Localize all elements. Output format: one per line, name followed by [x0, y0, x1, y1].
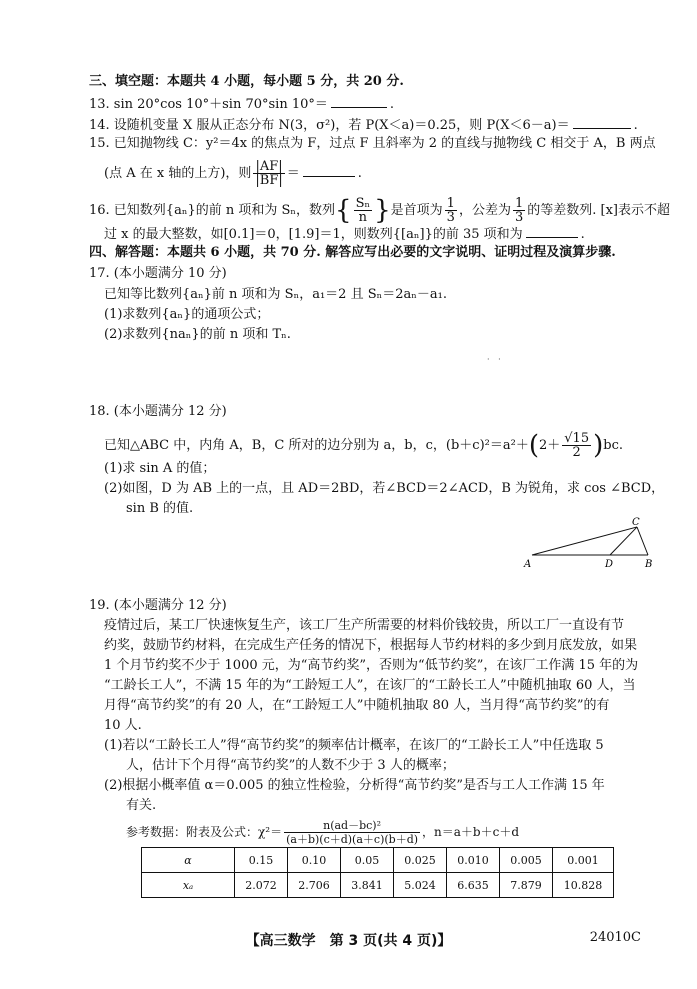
table-row	[142, 848, 614, 873]
page-footer: 【高三数学 第 3 页(共 4 页)】	[245, 933, 452, 949]
q16-mid2: ，公差为	[458, 203, 511, 218]
right-brace: }	[374, 195, 391, 226]
table-cell: 10.828	[553, 873, 614, 898]
q19-sub1-line2: 人，估计下个月得“高节约奖”的人数不少于 3 人的概率；	[126, 758, 455, 773]
fraction-numerator: 1	[446, 196, 455, 211]
q19-para-line1: 疫情过后，某工厂快速恢复生产，该工厂生产所需要的材料价钱较贵，所以工厂一直设有节	[104, 618, 625, 633]
table-cell: 7.879	[500, 873, 553, 898]
q19-sub1-line1: (1)若以“工龄长工人”得“高节约奖”的频率估计概率，在该厂的“工龄长工人”中任选取 5	[104, 738, 604, 753]
q19-sub2-line1: (2)根据小概率值 α＝0.005 的独立性检验，分析得“高节约奖”是否与工人工作满 15 年	[104, 778, 605, 793]
question-13	[89, 95, 394, 113]
critical-value-table	[141, 847, 614, 898]
fraction-numerator: √15	[564, 431, 590, 446]
q14-text: 14. 设随机变量 X 服从正态分布 N(3，σ²)，若 P(X＜a)＝0.25，则 P(X＜6－a)＝	[89, 118, 570, 133]
fraction-numerator: |AF|	[253, 160, 284, 174]
fraction-denominator: n	[358, 210, 368, 225]
table-cell: 0.15	[235, 848, 288, 873]
table-cell: α	[142, 848, 235, 873]
q18-line4: sin B 的值.	[126, 501, 194, 516]
q18-line1-post: bc.	[603, 438, 623, 453]
sn-over-n-fraction	[354, 197, 373, 224]
fraction-numerator: n(ad－bc)²	[284, 819, 420, 833]
q13-tail: .	[389, 97, 395, 112]
q19-reference	[126, 819, 519, 846]
table-cell: 3.841	[341, 873, 394, 898]
label-c: C	[632, 517, 640, 528]
q19-para-line3: 1 个月节约奖不少于 1000 元，为“高节约奖”，否则为“低节约奖”，在该厂工作满 15 年的为	[104, 658, 639, 673]
section4-heading: 四、解答题：本题共 6 小题，共 70 分. 解答应写出必要的文字说明、证明过程及演算步骤.	[89, 245, 616, 260]
label-b: B	[645, 559, 653, 570]
q16-line2: 过 x 的最大整数，如[0.1]＝0，[1.9]＝1，则数列{[aₙ]}的前 35 项和为	[104, 227, 523, 242]
left-brace: {	[335, 195, 352, 226]
table-cell: xₐ	[142, 873, 235, 898]
table-cell: 0.10	[288, 848, 341, 873]
q19-para-line6: 10 人.	[104, 718, 142, 733]
table-cell: 0.010	[447, 848, 500, 873]
q16-tail: .	[580, 227, 585, 242]
fraction-denominator: |BF|	[255, 173, 283, 188]
segment-ac	[532, 527, 637, 555]
table-cell: 0.05	[341, 848, 394, 873]
q18-line1-pre: 已知△ABC 中，内角 A，B，C 所对的边分别为 a，b，c，(b＋c)²＝a²＋	[104, 438, 529, 453]
table-row	[142, 873, 614, 898]
answer-blank	[573, 116, 631, 129]
sqrt15-over-2-fraction	[562, 432, 591, 459]
fraction-denominator: 3	[514, 210, 524, 225]
q13-text: 13. sin 20°cos 10°＋sin 70°sin 10°＝	[89, 97, 328, 112]
q17-line2: (1)求数列{aₙ}的通项公式；	[104, 307, 270, 322]
table-cell: 5.024	[394, 873, 447, 898]
q19-para-line4: “工龄长工人”，不满 15 年的为“工龄短工人”，在该厂的“工龄长工人”中随机抽取 60 人，当	[104, 678, 636, 693]
table-cell: 0.001	[553, 848, 614, 873]
question-15-line2	[104, 160, 362, 187]
question-16-line2	[104, 225, 585, 243]
q18-line2: (1)求 sin A 的值；	[104, 461, 216, 476]
table-cell: 0.005	[500, 848, 553, 873]
segment-cb	[637, 527, 648, 555]
fraction-denominator: 3	[446, 210, 455, 225]
question-14	[89, 116, 638, 134]
q15-eq: ＝	[286, 166, 300, 181]
table-cell: 6.635	[447, 873, 500, 898]
q18-line3: (2)如图，D 为 AB 上的一点，且 AD＝2BD，若∠BCD＝2∠ACD，B 为锐角，求 cos ∠BCD，	[104, 481, 665, 496]
q19-title: 19. (本小题满分 12 分)	[89, 598, 227, 613]
section3-heading: 三、填空题：本题共 4 小题，每小题 5 分，共 20 分.	[89, 74, 404, 89]
q14-tail: .	[633, 118, 638, 133]
answer-blank	[526, 225, 578, 238]
right-paren: )	[593, 430, 604, 461]
fraction-numerator: Sₙ	[355, 196, 371, 211]
paper-code: 24010C	[589, 930, 641, 945]
first-term-fraction	[445, 197, 457, 224]
segment-cd	[610, 527, 637, 555]
scan-specks: · ·	[487, 355, 504, 364]
fraction-denominator: (a＋b)(c＋d)(a＋c)(b＋d)	[286, 833, 419, 846]
chi-square-formula	[284, 819, 420, 846]
ref-pre: 参考数据：附表及公式：χ²＝	[126, 825, 283, 839]
question-16-line1	[89, 197, 670, 224]
q18-paren-pre: 2＋	[538, 438, 561, 453]
label-d: D	[605, 559, 614, 570]
fraction-numerator: 1	[514, 196, 524, 211]
q16-post: 的等差数列. [x]表示不超	[527, 203, 670, 218]
q16-pre: 16. 已知数列{aₙ}的前 n 项和为 Sₙ，数列	[89, 203, 336, 218]
ref-post: ，n＝a＋b＋c＋d	[422, 825, 519, 839]
af-bf-fraction	[253, 160, 284, 187]
table-cell: 2.072	[235, 873, 288, 898]
table-cell: 2.706	[288, 873, 341, 898]
q18-title: 18. (本小题满分 12 分)	[89, 404, 227, 419]
q17-title: 17. (本小题满分 10 分)	[89, 266, 227, 281]
common-difference-fraction	[513, 197, 525, 224]
q19-sub2-line2: 有关.	[126, 798, 157, 813]
q16-mid1: 是首项为	[390, 203, 443, 218]
answer-blank	[303, 164, 355, 177]
triangle-figure	[520, 515, 660, 573]
q19-para-line5: 月得“高节约奖”的有 20 人，在“工龄短工人”中随机抽取 80 人，当月得“高节约奖”的有	[104, 698, 610, 713]
q18-line1	[104, 432, 623, 459]
q17-line1: 已知等比数列{aₙ}前 n 项和为 Sₙ，a₁＝2 且 Sₙ＝2aₙ－a₁.	[104, 287, 447, 302]
table-cell: 0.025	[394, 848, 447, 873]
q17-line3: (2)求数列{naₙ}的前 n 项和 Tₙ.	[104, 327, 291, 342]
q15-tail: .	[357, 166, 362, 181]
answer-blank	[331, 95, 387, 108]
question-15-line1: 15. 已知抛物线 C：y²＝4x 的焦点为 F，过点 F 且斜率为 2 的直线与抛物线 C 相交于 A，B 两点	[89, 136, 656, 151]
label-a: A	[524, 559, 532, 570]
q19-para-line2: 约奖，鼓励节约材料，在完成生产任务的情况下，根据每人节约材料的多少到月底发放，如果	[104, 638, 638, 653]
left-paren: (	[528, 430, 539, 461]
fraction-denominator: 2	[572, 445, 581, 460]
q15-line2-pre: (点 A 在 x 轴的上方)，则	[104, 166, 252, 181]
